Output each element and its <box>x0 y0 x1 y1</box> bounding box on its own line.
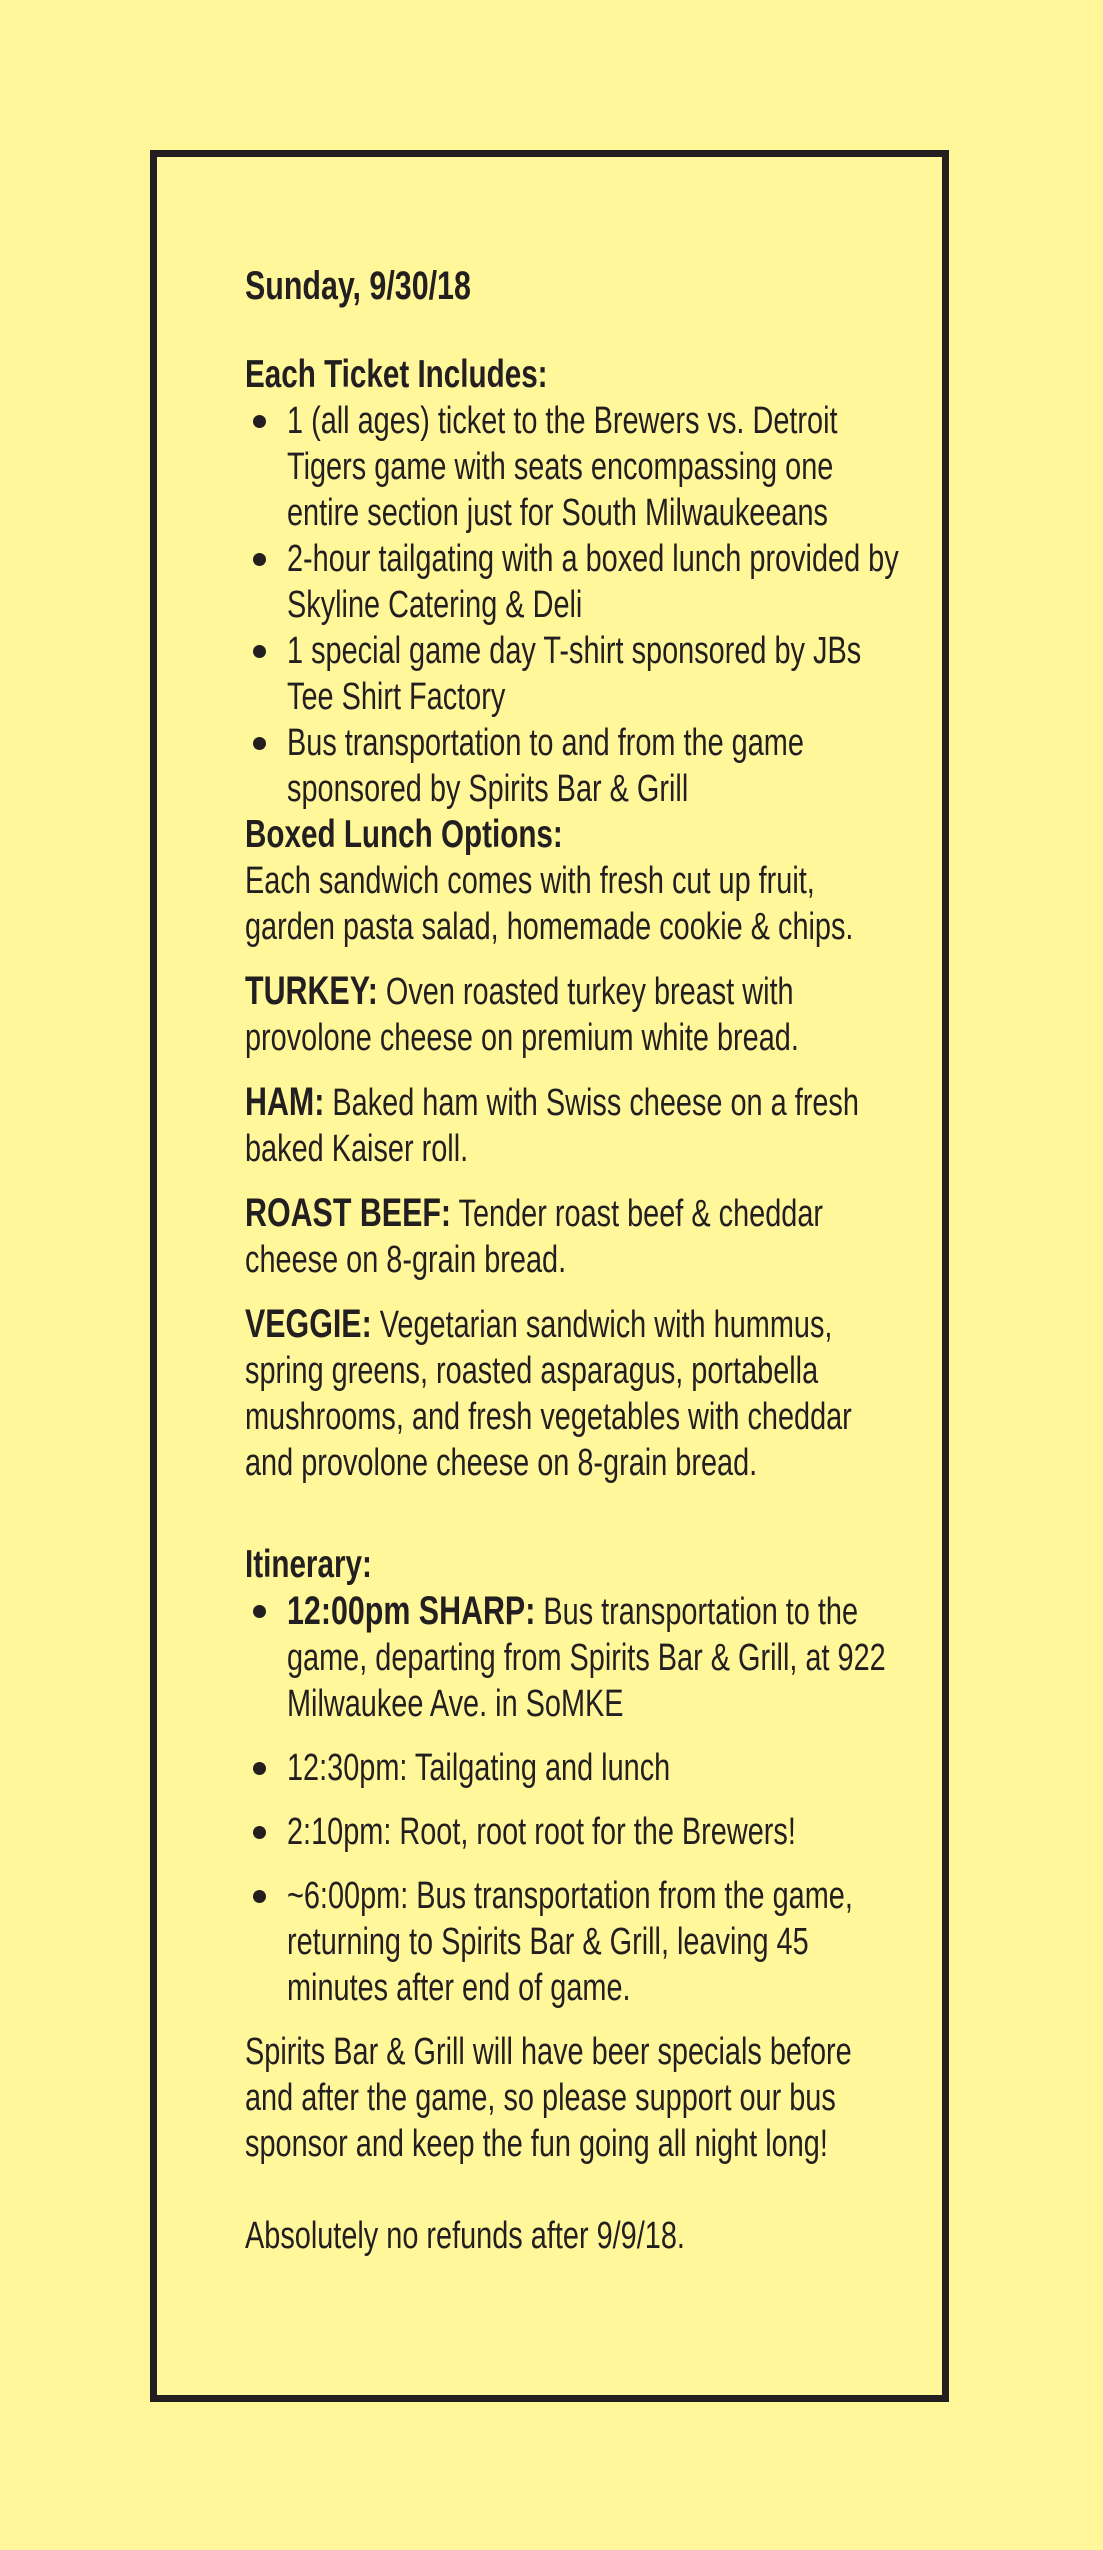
option-desc: Oven roasted turkey breast with provolone cheese on premium white bread. <box>245 971 799 1059</box>
closing-note: Spirits Bar & Grill will have beer specials before and after the game, so please support our bus sponsor and keep the fun going all night long! <box>245 2031 852 2165</box>
list-item: 1 (all ages) ticket to the Brewers vs. Detroit Tigers game with seats encompassing one entire section just for South Milwaukeeans <box>245 398 905 536</box>
refund-policy: Absolutely no refunds after 9/9/18. <box>245 2215 685 2257</box>
lunch-title: Boxed Lunch Options: <box>245 813 563 856</box>
list-item: 1 special game day T-shirt sponsored by JBs Tee Shirt Factory <box>245 628 905 720</box>
bullet-icon <box>253 1605 266 1618</box>
bullet-icon <box>253 553 266 566</box>
bullet-icon <box>253 1890 266 1903</box>
list-item: 2:10pm: Root, root root for the Brewers! <box>245 1809 905 1855</box>
itinerary-list <box>245 1588 905 2011</box>
list-item: 12:00pm SHARP: Bus transportation to the game, departing from Spirits Bar & Grill, at 922 Milwaukee Ave. in SoMKE <box>245 1588 905 1727</box>
list-item: 12:30pm: Tailgating and lunch <box>245 1745 905 1791</box>
departure-time: 12:00pm SHARP: <box>287 1589 536 1633</box>
lunch-option-ham <box>245 1079 905 1172</box>
tickets-list <box>245 398 905 812</box>
bullet-icon <box>253 645 266 658</box>
info-card <box>150 150 949 2402</box>
event-date: Sunday, 9/30/18 <box>245 264 471 308</box>
option-name: VEGGIE: <box>245 1302 372 1346</box>
list-item: ~6:00pm: Bus transportation from the game, returning to Spirits Bar & Grill, leaving 45 minutes after end of game. <box>245 1873 905 2011</box>
card-content <box>245 262 905 2259</box>
bullet-icon <box>253 1826 266 1839</box>
list-item: 2-hour tailgating with a boxed lunch provided by Skyline Catering & Deli <box>245 536 905 628</box>
lunch-option-veggie <box>245 1301 905 1486</box>
itinerary-title: Itinerary: <box>245 1543 372 1586</box>
list-item: Bus transportation to and from the game sponsored by Spirits Bar & Grill <box>245 720 905 812</box>
option-name: HAM: <box>245 1080 325 1124</box>
lunch-option-turkey <box>245 968 905 1061</box>
tickets-title: Each Ticket Includes: <box>245 353 548 396</box>
bullet-icon <box>253 1762 266 1775</box>
option-desc: Tender roast beef & cheddar cheese on 8-grain bread. <box>245 1193 824 1281</box>
option-desc: Vegetarian sandwich with hummus, spring greens, roasted asparagus, portabella mushrooms, and fresh vegetables with cheddar and provolone cheese on 8-grain bread. <box>245 1304 852 1484</box>
option-name: ROAST BEEF: <box>245 1191 452 1235</box>
bullet-icon <box>253 415 266 428</box>
option-desc: Baked ham with Swiss cheese on a fresh baked Kaiser roll. <box>245 1082 859 1170</box>
bullet-icon <box>253 737 266 750</box>
option-name: TURKEY: <box>245 969 378 1013</box>
lunch-option-roast-beef <box>245 1190 905 1283</box>
lunch-intro: Each sandwich comes with fresh cut up fruit, garden pasta salad, homemade cookie & chips. <box>245 860 854 948</box>
